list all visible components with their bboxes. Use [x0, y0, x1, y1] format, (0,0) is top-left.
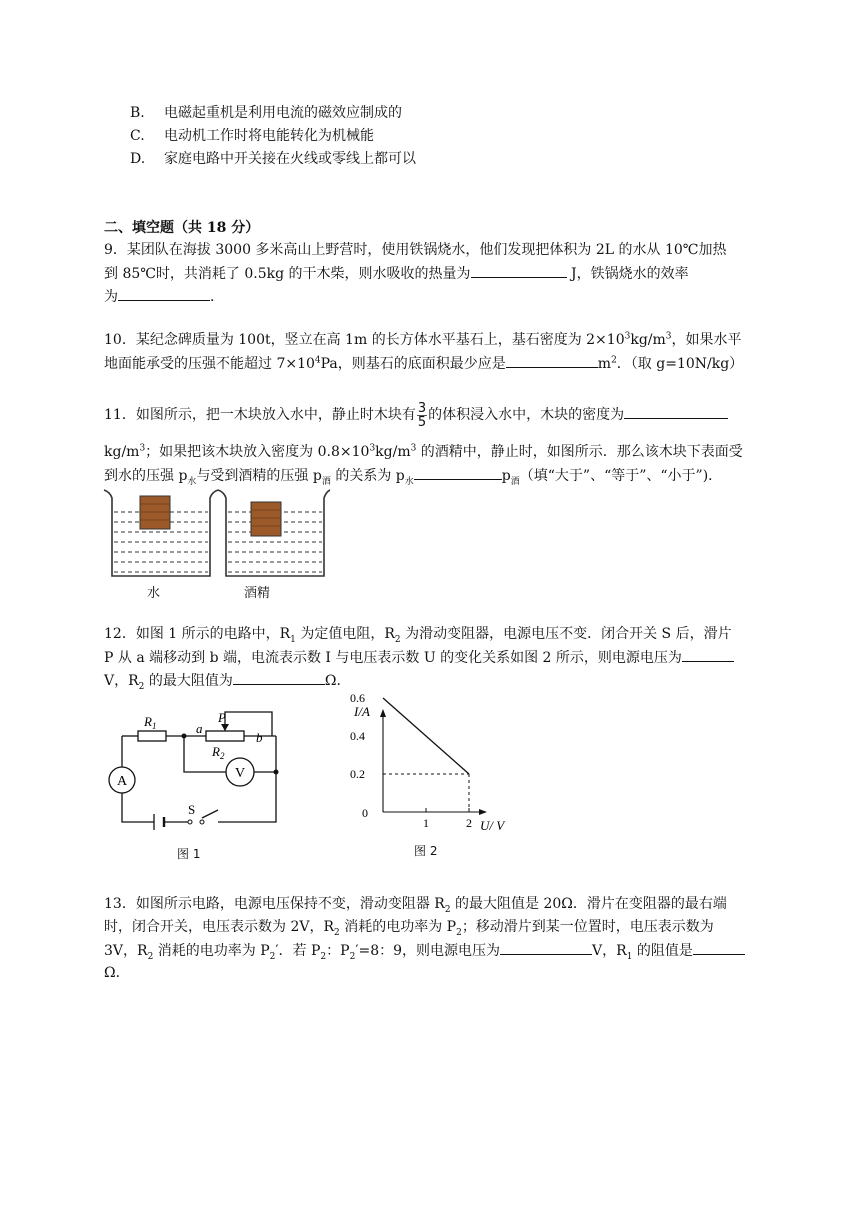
q12-text: Ω．: [324, 673, 351, 689]
terminal-a-label: a: [196, 721, 203, 736]
q11-compare-blank[interactable]: [414, 466, 502, 480]
voltmeter-label: V: [234, 766, 246, 781]
q13-text: 的最大阻值是 20Ω．滑片在变阻器的最右端: [450, 896, 727, 912]
q13-text: 消耗的电功率为 P: [153, 943, 270, 959]
x-tick-label: 2: [466, 816, 472, 830]
q12-text: V，R: [104, 673, 139, 689]
switch-contact: [200, 820, 204, 824]
q9-heat-blank[interactable]: [471, 264, 567, 278]
q11-text: （填“大于”、“等于”、“小于”)．: [519, 468, 723, 484]
q9-efficiency-blank[interactable]: [118, 287, 210, 301]
q10-text: 地面能承受的压强不能超过 7×10: [104, 356, 315, 372]
q9-text: ．: [210, 289, 224, 305]
iu-graph: [340, 691, 520, 835]
junction-dot: [274, 770, 279, 775]
section-title: 二、填空题（共 18 分）: [104, 220, 260, 236]
fraction-numerator: 3: [417, 400, 427, 416]
figure-1-caption: 图 1: [177, 847, 201, 861]
alcohol-label: 酒精: [244, 586, 271, 601]
q13-text: ′=8：9，则电源电压为: [355, 943, 501, 959]
q11-text: 11．如图所示，把一木块放入水中，静止时木块有: [104, 407, 416, 423]
y-axis-label: I/A: [354, 704, 370, 719]
wood-block: [140, 496, 170, 529]
q10-text: ．（取 g=10N/kg）: [616, 356, 744, 372]
q11-sup: 3: [139, 443, 146, 454]
q13-text: 13．如图所示电路，电源电压保持不变，滑动变阻器 R: [104, 896, 445, 912]
q13-sub: 2: [334, 927, 340, 938]
q13-line2: [104, 918, 714, 936]
q11-line3: 到水的压强 $p_水$与受到酒精的压强 $p_酒$ 的关系为 $p_水$ $p_酒$（填“大于”、“等于”、“小于”)．: [104, 468, 723, 487]
y-axis-arrow: [380, 709, 386, 717]
q13-text: 时，闭合开关，电压表示数为 2V，R: [104, 919, 335, 935]
fraction: [417, 402, 427, 429]
ammeter-label: A: [116, 774, 128, 789]
q12-text: 为定值电阻，R: [295, 626, 395, 642]
q11-sub: 酒: [510, 476, 520, 487]
q11-text: kg/m: [104, 444, 140, 460]
switch-contact: [188, 820, 192, 824]
q13-sub: 2: [456, 927, 462, 938]
q9-text: 为: [104, 289, 118, 305]
fraction-denominator: 5: [417, 414, 427, 430]
q11-text: 与受到酒精的压强 p: [196, 468, 322, 484]
q11-text: 的酒精中，静止时，如图所示．那么该木块下表面受: [416, 444, 743, 460]
q9-text: 到 85℃时，共消耗了 0.5kg 的干木柴，则水吸收的热量为: [104, 266, 471, 282]
q10-text: m: [597, 356, 612, 372]
q9-line1: 9．某团队在海拔 3000 多米高山上野营时，使用铁锅烧水，他们发现把体积为 2L 的水从 10℃加热: [104, 242, 727, 258]
q13-text: 的阻值是: [632, 943, 693, 959]
q11-text: ；如果把该木块放入密度为 0.8×10: [145, 444, 370, 460]
q11-text: 的体积浸入水中，木块的密度为: [428, 407, 625, 423]
q10-sup: 4: [314, 355, 321, 366]
option-label: C.: [130, 128, 145, 144]
q13-sub: 2: [320, 951, 327, 962]
beakers-figure: [100, 486, 330, 582]
q13-line1: [104, 895, 727, 913]
q13-line3: [104, 941, 745, 960]
q12-sub: 2: [138, 681, 145, 692]
q11-sub: 水: [404, 476, 414, 487]
option-c: [130, 127, 374, 145]
option-b: [130, 104, 402, 122]
q11-text: 到水的压强 p: [104, 468, 188, 484]
q11-sub: 酒: [321, 476, 331, 487]
q11-sub: 水: [187, 476, 197, 487]
water-beaker: [104, 490, 218, 576]
q11-density-blank[interactable]: [624, 405, 728, 419]
series-line: [383, 698, 469, 774]
q13-r1-blank[interactable]: [693, 941, 745, 955]
q13-text: ′．若 P: [275, 943, 321, 959]
option-text: 电磁起重机是利用电流的磁效应制成的: [164, 105, 402, 121]
q12-text: 的最大阻值为: [144, 673, 233, 689]
q9-text: J，铁锅烧水的效率: [566, 266, 689, 282]
slider-arrow: [221, 724, 229, 731]
q13-text: V，R: [592, 943, 627, 959]
q10-sup: 3: [665, 331, 672, 342]
q13-voltage-blank[interactable]: [500, 941, 592, 955]
q12-sub: 1: [290, 634, 296, 645]
q13-text: 消耗的电功率为 P: [339, 919, 457, 935]
q13-sub: 2: [349, 951, 356, 962]
q13-text: ：P: [326, 943, 350, 959]
y-tick-label: 0.4: [350, 729, 365, 743]
q11-sup: 3: [410, 443, 417, 454]
q12-sub: 2: [394, 634, 401, 645]
q12-line2: [104, 648, 734, 667]
x-axis-label: U/ V: [480, 818, 505, 833]
q11-text: kg/m: [375, 444, 411, 460]
q13-line4: Ω．: [104, 965, 130, 981]
q12-resistance-blank[interactable]: [233, 671, 325, 685]
alcohol-beaker: [218, 490, 330, 576]
q9-line2: [104, 264, 689, 283]
q10-line2: [104, 354, 743, 373]
q10-text: kg/m: [630, 332, 666, 348]
q12-line1: [104, 625, 732, 643]
q10-sup: 2: [611, 355, 617, 366]
option-text: 家庭电路中开关接在火线或零线上都可以: [164, 151, 416, 167]
q10-line1: [104, 331, 742, 349]
r2-label: $R_2$: [212, 744, 225, 761]
q11-line2: [104, 443, 743, 461]
r1-label: $R_1$: [144, 714, 157, 731]
option-label: D.: [130, 151, 146, 167]
q10-sup: 3: [624, 331, 631, 342]
x-tick-label: 1: [423, 816, 429, 830]
water-label: 水: [147, 586, 161, 601]
q10-text: 10．某纪念碑质量为 100t，竖立在高 1m 的长方体水平基石上，基石密度为 2×10: [104, 332, 625, 348]
switch-label: S: [188, 802, 196, 817]
q13-text: 3V，R: [104, 943, 148, 959]
q10-text: Pa，则基石的底面积最少应是: [320, 356, 506, 372]
circuit-figure-1: [100, 700, 300, 835]
q12-text: 为滑动变阻器，电源电压不变．闭合开关 S 后，滑片: [400, 626, 732, 642]
slider-p-label: P: [218, 710, 226, 725]
q11-line1: [104, 400, 728, 430]
x-axis-arrow: [479, 809, 487, 815]
wood-block: [251, 502, 281, 536]
q11-sup: 3: [369, 443, 376, 454]
origin-label: 0: [362, 806, 368, 820]
q12-voltage-blank[interactable]: [682, 648, 734, 662]
option-d: [130, 150, 416, 168]
q12-text: 12．如图 1 所示的电路中，R: [104, 626, 291, 642]
junction-dot: [182, 734, 187, 739]
q10-text: ，如果水平: [671, 332, 742, 348]
y-tick-label: 0.6: [350, 691, 365, 705]
y-tick-label: 0.2: [350, 767, 365, 781]
q13-sub: 2: [147, 951, 154, 962]
option-text: 电动机工作时将电能转化为机械能: [164, 128, 374, 144]
q10-area-blank[interactable]: [506, 354, 598, 368]
q13-text: ；移动滑片到某一位置时，电压表示数为: [461, 919, 714, 935]
q12-text: P 从 a 端移动到 b 端，电流表示数 I 与电压表示数 U 的变化关系如图 2 所示，则电源电压为: [104, 650, 682, 666]
q13-sub: 2: [269, 951, 276, 962]
figure-2-caption: 图 2: [414, 844, 438, 858]
option-label: B.: [130, 105, 145, 121]
terminal-b-label: b: [256, 730, 263, 745]
q13-sub: 1: [626, 951, 633, 962]
q9-line3: [104, 287, 224, 306]
q12-line3: [104, 671, 350, 690]
q11-text: 的关系为 p: [330, 468, 405, 484]
q13-sub: 2: [444, 904, 451, 915]
